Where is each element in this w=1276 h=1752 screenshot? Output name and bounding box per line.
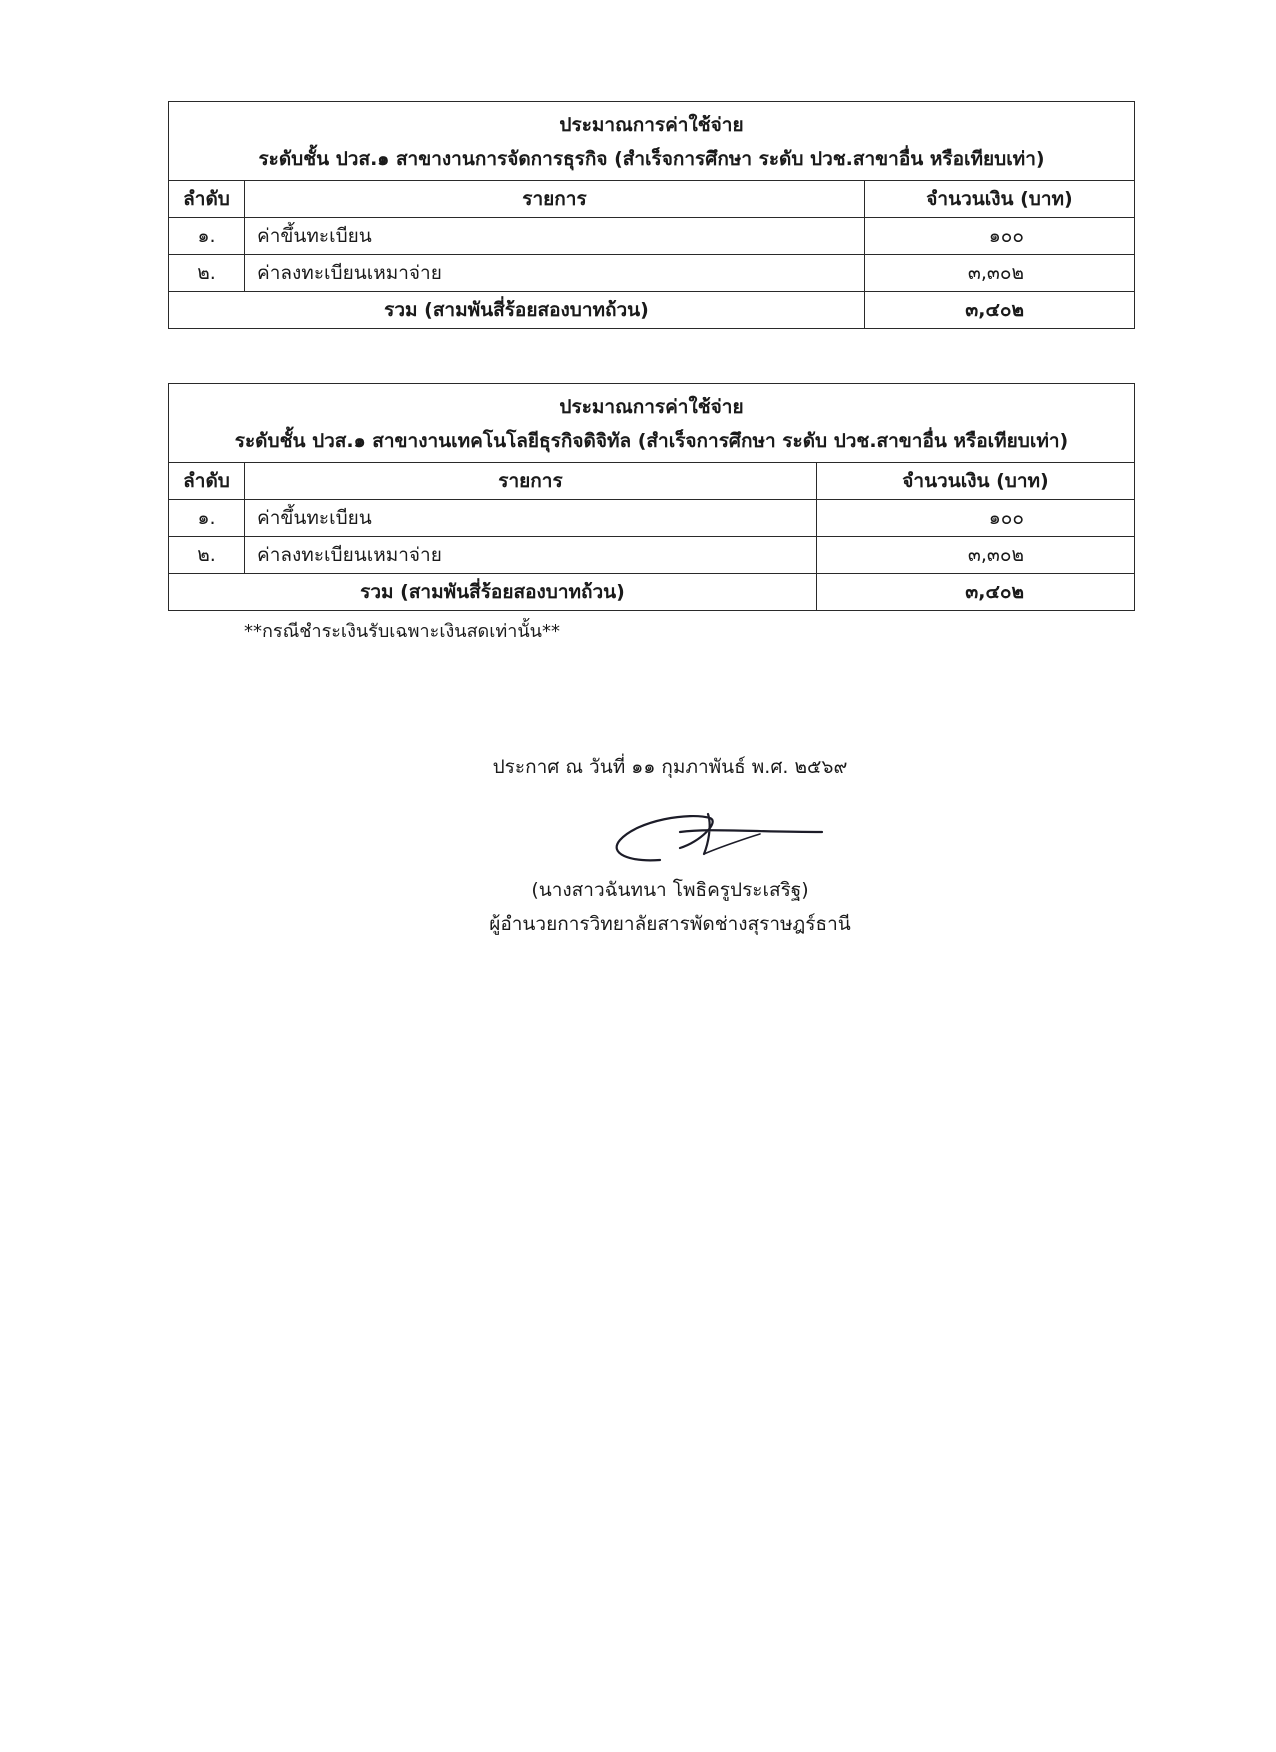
signer-name: (นางสาวฉันทนา โพธิครูประเสริฐ) <box>531 879 809 901</box>
announcement-date: ประกาศ ณ วันที่ ๑๑ กุมภาพันธ์ พ.ศ. ๒๕๖๙ <box>492 756 848 778</box>
table-total-row <box>169 292 1135 329</box>
table-title-row <box>169 384 1135 463</box>
table-row <box>169 218 1135 255</box>
table-title-line2: ระดับชั้น ปวส.๑ สาขางานการจัดการธุรกิจ (สำเร็จการศึกษา ระดับ ปวช.สาขาอื่น หรือเทียบเท่า) <box>258 148 1045 170</box>
row-no: ๑. <box>169 500 245 537</box>
table-header-row <box>169 181 1135 218</box>
total-label: รวม (สามพันสี่ร้อยสองบาทถ้วน) <box>169 292 865 329</box>
row-amount: ๑๐๐ <box>865 218 1135 255</box>
table-title-row <box>169 102 1135 181</box>
handwritten-signature <box>600 792 840 872</box>
row-item: ค่าลงทะเบียนเหมาจ่าย <box>245 255 865 292</box>
table-title-line2: ระดับชั้น ปวส.๑ สาขางานเทคโนโลยีธุรกิจดิจิทัล (สำเร็จการศึกษา ระดับ ปวช.สาขาอื่น หรือเทียบเท่า) <box>234 430 1069 452</box>
row-item: ค่าขึ้นทะเบียน <box>245 218 865 255</box>
header-item: รายการ <box>245 181 865 218</box>
row-no: ๒. <box>169 537 245 574</box>
table-total-row <box>169 574 1135 611</box>
header-amount: จำนวนเงิน (บาท) <box>865 181 1135 218</box>
table-row <box>169 537 1135 574</box>
total-label: รวม (สามพันสี่ร้อยสองบาทถ้วน) <box>169 574 817 611</box>
table-title <box>169 384 1135 463</box>
total-amount: ๓,๔๐๒ <box>817 574 1135 611</box>
header-no: ลำดับ <box>169 181 245 218</box>
row-item: ค่าขึ้นทะเบียน <box>245 500 817 537</box>
row-amount: ๑๐๐ <box>817 500 1135 537</box>
table-header-row <box>169 463 1135 500</box>
row-amount: ๓,๓๐๒ <box>865 255 1135 292</box>
header-amount: จำนวนเงิน (บาท) <box>817 463 1135 500</box>
signer-position: ผู้อำนวยการวิทยาลัยสารพัดช่างสุราษฎร์ธานี <box>489 913 851 935</box>
total-amount: ๓,๔๐๒ <box>865 292 1135 329</box>
row-amount: ๓,๓๐๒ <box>817 537 1135 574</box>
payment-note: **กรณีชำระเงินรับเฉพาะเงินสดเท่านั้น** <box>244 621 560 642</box>
header-item: รายการ <box>245 463 817 500</box>
table-title <box>169 102 1135 181</box>
table-row <box>169 500 1135 537</box>
row-no: ๒. <box>169 255 245 292</box>
table-title-line1: ประมาณการค่าใช้จ่าย <box>559 114 744 136</box>
cost-table-business-management <box>168 101 1135 329</box>
table-title-line1: ประมาณการค่าใช้จ่าย <box>559 396 744 418</box>
header-no: ลำดับ <box>169 463 245 500</box>
row-no: ๑. <box>169 218 245 255</box>
cost-table-digital-business-technology <box>168 383 1135 611</box>
row-item: ค่าลงทะเบียนเหมาจ่าย <box>245 537 817 574</box>
table-row <box>169 255 1135 292</box>
